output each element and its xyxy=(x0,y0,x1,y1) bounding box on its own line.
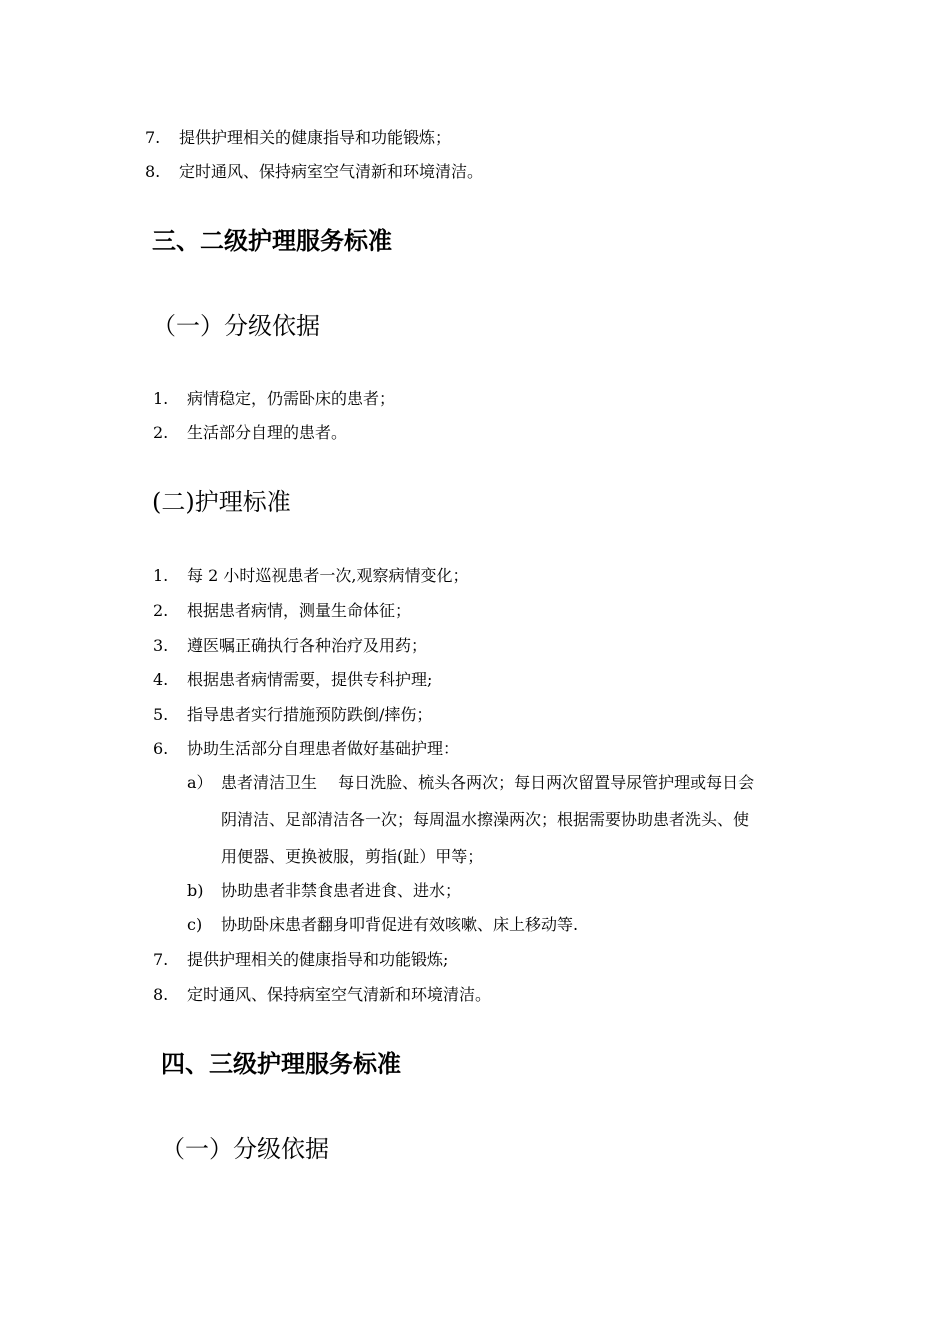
list-item-text: 指导患者实行措施预防跌倒/摔伤； xyxy=(187,705,433,724)
sub-list-item-marker: a） xyxy=(187,773,213,792)
list-item-text: 根据患者病情需要，提供专科护理; xyxy=(187,670,433,689)
list-item-number: 1. xyxy=(153,566,169,585)
list-item-number: 8. xyxy=(153,985,169,1004)
list-item-number: 5. xyxy=(153,705,169,724)
subsection-heading: (二)护理标准 xyxy=(152,488,291,516)
list-item-number: 6. xyxy=(153,739,169,758)
section-heading: 四、三级护理服务标准 xyxy=(161,1049,401,1078)
list-item-text: 根据患者病情，测量生命体征； xyxy=(187,601,412,620)
list-item-text: 定时通风、保持病室空气清新和环境清洁。 xyxy=(179,162,484,181)
list-item-text: 提供护理相关的健康指导和功能锻炼； xyxy=(179,128,452,147)
list-item-number: 7. xyxy=(145,128,161,147)
list-item-number: 3. xyxy=(153,636,169,655)
list-item-number: 7. xyxy=(153,950,169,969)
sub-list-item-continuation: 用便器、更换被服，剪指(趾）甲等； xyxy=(221,847,484,866)
sub-list-item-marker: c) xyxy=(187,915,203,934)
list-item-text: 遵医嘱正确执行各种治疗及用药； xyxy=(187,636,428,655)
list-item-text: 提供护理相关的健康指导和功能锻炼; xyxy=(187,950,449,969)
list-item-text: 每 2 小时巡视患者一次,观察病情变化； xyxy=(187,566,469,585)
sub-list-item-text: 协助患者非禁食患者进食、进水； xyxy=(221,881,462,900)
sub-list-item-marker: b) xyxy=(187,881,204,900)
list-item-number: 8. xyxy=(145,162,161,181)
list-item-number: 2. xyxy=(153,423,169,442)
list-item-number: 1. xyxy=(153,389,169,408)
list-item-text: 病情稳定，仍需卧床的患者； xyxy=(187,389,396,408)
list-item-text: 协助生活部分自理患者做好基础护理： xyxy=(187,739,460,758)
list-item-text: 生活部分自理的患者。 xyxy=(187,423,348,442)
subsection-heading: （一）分级依据 xyxy=(161,1135,329,1163)
subsection-heading: （一）分级依据 xyxy=(152,312,320,340)
sub-list-item-continuation: 阴清洁、足部清洁各一次；每周温水擦澡两次；根据需要协助患者洗头、使 xyxy=(221,810,750,829)
list-item-number: 2. xyxy=(153,601,169,620)
sub-list-item-text: 协助卧床患者翻身叩背促进有效咳嗽、床上移动等. xyxy=(221,915,579,934)
list-item-text: 定时通风、保持病室空气清新和环境清洁。 xyxy=(187,985,492,1004)
section-heading: 三、二级护理服务标准 xyxy=(152,226,392,255)
list-item-number: 4. xyxy=(153,670,169,689)
sub-list-item-text: 患者清洁卫生 每日洗脸、梳头各两次；每日两次留置导尿管护理或每日会 xyxy=(221,773,755,792)
